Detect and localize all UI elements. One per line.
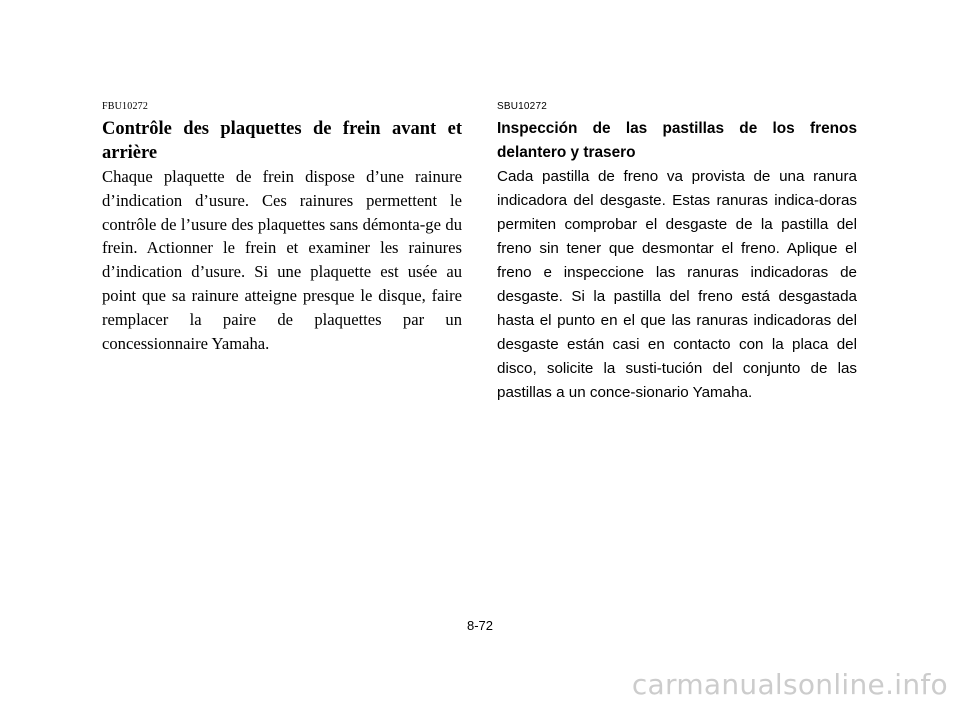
- french-section: [102, 100, 462, 355]
- spanish-section: [497, 100, 857, 405]
- section-code: SBU10272: [497, 101, 547, 112]
- watermark: carmanualsonline.info: [631, 668, 948, 701]
- section-body: Cada pastilla de freno va provista de una ranura indicadora del desgaste. Estas ranuras indica-doras permiten comprobar el desgaste de la pastilla del freno sin tener que desmontar el freno. Aplique el freno e inspeccione las ranuras indicadoras de desgaste. Si la pastilla del freno está desgastada hasta el punto en el que las ranuras indicadoras del desgaste están casi en contacto con la placa del disco, solicite la susti-tución del conjunto de las pastillas a un conce-sionario Yamaha.: [497, 168, 857, 401]
- section-body: Chaque plaquette de frein dispose d’une rainure d’indication d’usure. Ces rainures permettent le contrôle de l’usure des plaquettes sans démonta-ge du frein. Actionner le frein et examiner les rainures d’indication d’usure. Si une plaquette est usée au point que sa rainure atteigne presque le disque, faire remplacer la paire de plaquettes par un concessionnaire Yamaha.: [102, 167, 462, 353]
- page-number: 8-72: [466, 618, 494, 633]
- section-heading: Contrôle des plaquettes de frein avant et arrière: [102, 119, 462, 163]
- section-heading: Inspección de las pastillas de los frenos delantero y trasero: [497, 120, 857, 161]
- section-code: FBU10272: [102, 101, 149, 112]
